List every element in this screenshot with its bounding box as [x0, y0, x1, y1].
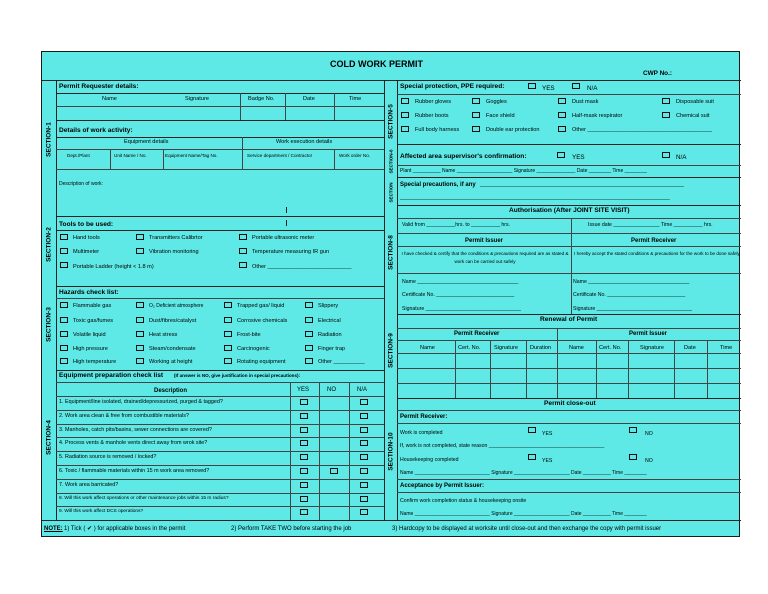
- prep-row-yes-checkbox[interactable]: [300, 509, 308, 515]
- prep-row-na-checkbox[interactable]: [360, 509, 368, 515]
- prep-row-no-checkbox[interactable]: [330, 468, 338, 474]
- col-unit-name: Unit Name / No.: [114, 153, 147, 158]
- col-description: Description: [154, 388, 188, 394]
- col-na: N/A: [357, 387, 368, 393]
- cold-work-permit-form: [41, 51, 740, 537]
- checkbox-ppe-yes[interactable]: [528, 83, 536, 89]
- col-dept-plant: Dept./Plant: [67, 153, 90, 158]
- hazard-slippery: Slippery: [318, 303, 339, 309]
- ppe-disposable-suit: Disposable suit: [676, 99, 714, 105]
- section-2-label: SECTION-2: [45, 227, 53, 262]
- prep-row-divider: [56, 493, 384, 494]
- tool-other: Other ___________________________: [252, 264, 352, 270]
- issue-date-line: Issue date ________________ Time __________ hrs.: [588, 222, 713, 228]
- hazard-toxic-gas: Toxic gas/fumes: [73, 318, 114, 324]
- ppe-ear-protection: Double ear protection: [486, 127, 540, 133]
- col-work-order: Work order No.: [339, 153, 371, 158]
- ppe-yes-label: YES: [542, 85, 555, 92]
- requester-col-name: Name: [102, 96, 117, 102]
- checkbox-rubber-gloves[interactable]: [401, 98, 409, 104]
- supervisor-heading: Affected area supervisor's confirmation:: [400, 153, 527, 160]
- equipment-details-label: Equipment details: [124, 139, 169, 145]
- checkbox-height[interactable]: [136, 358, 144, 364]
- checkbox-ear-protection[interactable]: [472, 126, 480, 132]
- checkbox-hazard-other[interactable]: [305, 358, 313, 364]
- requester-col-date: Date: [303, 96, 315, 102]
- checkbox-housekeeping-no[interactable]: [629, 454, 637, 460]
- description-of-work-label: Description of work:: [59, 181, 103, 187]
- work-completed-no: NO: [645, 431, 653, 437]
- checkbox-volatile[interactable]: [60, 331, 68, 337]
- prep-row-yes-checkbox[interactable]: [300, 427, 308, 433]
- ppe-face-shield: Face shield: [486, 113, 515, 119]
- checkbox-multimeter[interactable]: [60, 248, 68, 254]
- housekeeping-label: Housekeeping completed: [400, 457, 459, 463]
- renewal-issuer-signature: Signature: [640, 345, 664, 351]
- hazard-high-temp: High temperature: [73, 359, 117, 365]
- prep-row-divider: [56, 465, 384, 466]
- section-1-label: SECTION-1: [45, 122, 53, 157]
- ppe-na-label: N/A: [587, 85, 598, 92]
- acceptance-heading: Acceptance by Permit Issuer:: [400, 483, 485, 489]
- equipment-prep-note: (If answer is NO, give justification in special precautions):: [174, 373, 301, 378]
- note-3: 3) Hardcopy to be displayed at worksite until close-out and then exchange the copy with permit issuer: [392, 526, 662, 532]
- prep-row-na-checkbox[interactable]: [360, 496, 368, 502]
- section-9-label: SECTION-9: [387, 333, 395, 368]
- valid-from-line: Valid from __________hrs. to __________ hrs.: [402, 222, 511, 228]
- checkbox-high-temp[interactable]: [60, 358, 68, 364]
- hazard-flammable-gas: Flammable gas: [73, 303, 112, 309]
- prep-row-na-checkbox[interactable]: [360, 468, 368, 474]
- work-completed-label: Work is completed: [400, 430, 443, 436]
- receiver-declaration: I hereby accept the stated conditions & precautions for the work to be done safely: [574, 251, 740, 256]
- checkbox-carcinogenic[interactable]: [224, 345, 232, 351]
- prep-row-yes-checkbox[interactable]: [300, 440, 308, 446]
- receiver-name: Name ___________________________________: [573, 279, 690, 285]
- checkbox-ppe-other[interactable]: [558, 126, 566, 132]
- checkbox-hand-tools[interactable]: [60, 234, 68, 240]
- supervisor-na-label: N/A: [676, 154, 687, 161]
- closeout-heading: Permit close-out: [544, 400, 596, 407]
- prep-row-divider: [56, 479, 384, 480]
- col-equipment-name: Equipment Name/Tag No.: [165, 153, 218, 158]
- renewal-receiver: Permit Receiver: [454, 331, 500, 337]
- tool-hand-tools: Hand tools: [73, 235, 100, 241]
- renewal-receiver-cert: Cert. No.: [458, 345, 481, 351]
- prep-row-label: 2. Work area clean & free from combustible materials?: [59, 412, 189, 419]
- prep-row-na-checkbox[interactable]: [360, 454, 368, 460]
- prep-row-label: 1. Equipment/line isolated, drained/depressurized, purged & tagged?: [59, 399, 223, 405]
- cwp-no-label: CWP No.:: [643, 70, 672, 77]
- prep-row-yes-checkbox[interactable]: [300, 468, 308, 474]
- work-activity-heading: Details of work activity:: [59, 127, 133, 134]
- ppe-other: Other ________________________________________: [572, 127, 712, 133]
- ppe-goggles: Goggles: [486, 99, 507, 105]
- ppe-rubber-boots: Rubber boots: [415, 113, 449, 119]
- checkbox-trapped-gas[interactable]: [224, 302, 232, 308]
- prep-row-divider: [56, 410, 384, 411]
- hazard-carcinogenic: Carcinogenic: [237, 346, 270, 352]
- receiver-cert: Certificate No. ___________________________: [573, 292, 686, 298]
- prep-row-label: 7. Work area barricated?: [59, 481, 119, 488]
- checkbox-frost-bite[interactable]: [224, 331, 232, 337]
- section-5-label: SECTION-5: [387, 104, 395, 139]
- checkbox-ir-gun[interactable]: [239, 248, 247, 254]
- section-7-label: SECTION: [388, 182, 394, 203]
- prep-row-label: 6. Toxic / flammable materials within 15 m work area removed?: [59, 468, 210, 474]
- prep-row-yes-checkbox[interactable]: [300, 454, 308, 460]
- execution-details-label: Work execution details: [276, 139, 333, 145]
- checkbox-o2-deficient[interactable]: [136, 302, 144, 308]
- prep-row-yes-checkbox[interactable]: [300, 482, 308, 488]
- prep-row-na-checkbox[interactable]: [360, 413, 368, 419]
- tools-heading: Tools to be used:: [59, 221, 114, 228]
- hazard-o2-deficient: O₂ Deficient atmosphere: [149, 303, 204, 309]
- hazard-volatile: Volatile liquid: [73, 332, 106, 338]
- ppe-rubber-gloves: Rubber gloves: [415, 99, 452, 105]
- prep-row-divider: [56, 424, 384, 425]
- col-service-department: Service department / Contractor: [247, 153, 313, 158]
- checkbox-finger-trap[interactable]: [305, 345, 313, 351]
- tool-transmitters: Transmitters Calibrtor: [149, 235, 203, 241]
- note-label: NOTE:: [44, 526, 63, 532]
- closeout-receiver-heading: Permit Receiver:: [400, 414, 448, 420]
- hazard-height: Working at height: [149, 359, 193, 365]
- checkbox-housekeeping-yes[interactable]: [528, 454, 536, 460]
- prep-row-divider: [56, 437, 384, 438]
- prep-row-yes-checkbox[interactable]: [300, 413, 308, 419]
- checkbox-toxic-gas[interactable]: [60, 317, 68, 323]
- hazards-heading: Hazards check list:: [59, 289, 119, 296]
- ppe-dust-mask: Dust mask: [572, 99, 599, 105]
- hazard-radiation: Radiation: [318, 332, 342, 338]
- renewal-issuer-name: Name: [569, 345, 584, 351]
- checkbox-ppe-na[interactable]: [572, 83, 580, 89]
- checkbox-dust-mask[interactable]: [558, 98, 566, 104]
- housekeeping-no: NO: [645, 458, 653, 464]
- prep-row-label: 8. Will this work affect operations or other maintenance jobs within 15 m radius?: [59, 495, 229, 501]
- hazard-dust: Dust/fibres/catalyst: [149, 318, 197, 324]
- checkbox-half-mask[interactable]: [558, 112, 566, 118]
- hazard-electrical: Electrical: [318, 318, 341, 324]
- checkbox-supervisor-yes[interactable]: [557, 152, 565, 158]
- col-no: NO: [327, 387, 336, 393]
- checkbox-disposable-suit[interactable]: [662, 98, 670, 104]
- renewal-issuer-date: Date: [684, 345, 696, 351]
- section-6-label: SECTION-6: [388, 149, 394, 174]
- prep-row-na-checkbox[interactable]: [360, 399, 368, 405]
- ppe-heading: Special protection, PPE required:: [400, 83, 505, 90]
- prep-row-yes-checkbox[interactable]: [300, 399, 308, 405]
- checkbox-slippery[interactable]: [305, 302, 313, 308]
- closeout-receiver-line: Name ___________________________ Signature ____________________ Date __________ Time ________: [400, 470, 647, 476]
- requester-col-time: Time: [349, 96, 362, 102]
- renewal-receiver-name: Name: [420, 345, 435, 351]
- checkbox-radiation[interactable]: [305, 331, 313, 337]
- tool-vibration: Vibration monitoring: [149, 249, 199, 255]
- checkbox-electrical[interactable]: [305, 317, 313, 323]
- ppe-half-mask: Half-mask respirator: [572, 113, 623, 119]
- checkbox-work-completed-yes[interactable]: [528, 427, 536, 433]
- receiver-signature: Signature _________________________________: [573, 306, 692, 312]
- prep-row-label: 9. Will this work affect DCS operations?: [59, 509, 144, 515]
- checkbox-high-pressure[interactable]: [60, 345, 68, 351]
- ppe-chemical-suit: Chemical suit: [676, 113, 710, 119]
- checkbox-dust[interactable]: [136, 317, 144, 323]
- hazard-frost-bite: Frost-bite: [237, 332, 261, 338]
- special-precautions-heading: Special precautions, if any: [400, 182, 476, 188]
- prep-row-na-checkbox[interactable]: [360, 482, 368, 488]
- renewal-issuer-cert: Cert. No.: [599, 345, 622, 351]
- ppe-harness: Full body harness: [415, 127, 460, 133]
- receiver-title: Permit Receiver: [631, 238, 677, 244]
- section-10-label: SECTION-10: [387, 432, 395, 471]
- tool-ir-gun: Temperature measuring IR gun: [252, 249, 330, 255]
- prep-row-divider: [56, 451, 384, 452]
- checkbox-corrosive[interactable]: [224, 317, 232, 323]
- right-section-divider: [397, 80, 398, 520]
- special-precautions-line2: __________________________________________________________________________________________: [400, 195, 670, 201]
- checkbox-tool-other[interactable]: [239, 262, 247, 268]
- prep-row-label: 4. Process vents & manhole vents direct away from wrok site?: [59, 440, 208, 447]
- prep-row-yes-checkbox[interactable]: [300, 496, 308, 502]
- issuer-cert: Certificate No. ___________________________: [402, 292, 515, 298]
- prep-row-na-checkbox[interactable]: [360, 427, 368, 433]
- prep-row-na-checkbox[interactable]: [360, 440, 368, 446]
- checkbox-vibration[interactable]: [136, 248, 144, 254]
- issuer-title: Permit Issuer: [465, 238, 504, 244]
- renewal-receiver-signature: Signature: [494, 345, 518, 351]
- hazard-corrosive: Corrosive chemicals: [237, 318, 288, 324]
- issuer-signature: Signature _________________________________: [402, 306, 521, 312]
- hazard-heat-stress: Heat stress: [149, 332, 178, 338]
- issuer-name: Name ___________________________________: [402, 279, 519, 285]
- work-completed-yes: YES: [542, 431, 553, 437]
- special-precautions-line1: ____________________________________________________________________: [480, 182, 684, 188]
- left-section-divider: [56, 80, 57, 520]
- checkbox-supervisor-na[interactable]: [662, 152, 670, 158]
- section-8-label: SECTION-8: [387, 235, 395, 270]
- checkbox-steam[interactable]: [136, 345, 144, 351]
- hazard-other: Other __________: [318, 359, 365, 365]
- issuer-declaration: I have checked & certify that the conditions & precautions required are as stated & work can be carried out safely: [401, 251, 569, 264]
- authorisation-heading: Authorisation (After JOINT SITE VISIT): [509, 207, 630, 214]
- tool-ladder: Portable Ladder (height < 1.8 m): [73, 264, 154, 270]
- not-completed-reason: If, work is not completed, state reason ________________________________________: [400, 443, 605, 449]
- renewal-issuer: Permit Issuer: [629, 331, 668, 337]
- checkbox-ultrasonic[interactable]: [239, 234, 247, 240]
- tool-multimeter: Multimeter: [73, 249, 100, 255]
- hazard-high-pressure: High pressure: [73, 346, 108, 352]
- requester-heading: Permit Requester details:: [59, 83, 139, 90]
- closeout-issuer-line: Name ___________________________ Signature ____________________ Date __________ Time ________: [400, 511, 647, 517]
- renewal-receiver-duration: Duration: [530, 345, 552, 351]
- middle-divider: [384, 80, 385, 520]
- hazard-rotating: Rotating equipment: [237, 359, 286, 365]
- requester-col-signature: Signature: [185, 96, 209, 102]
- prep-row-label: 3. Manholes, catch pits/basins, sewer connections are covered?: [59, 426, 212, 433]
- supervisor-line: Plant __________ Name ____________________ Signature ______________ Date ________ Time ________: [400, 168, 647, 174]
- checkbox-harness[interactable]: [401, 126, 409, 132]
- section-3-label: SECTION-3: [45, 307, 53, 342]
- renewal-issuer-time: Time: [720, 345, 733, 351]
- renewal-heading: Renewal of Permit: [540, 316, 598, 323]
- hazard-steam: Steam/condensate: [149, 346, 196, 352]
- hazard-finger-trap: Finger trap: [318, 346, 346, 352]
- checkbox-transmitters[interactable]: [136, 234, 144, 240]
- checkbox-flammable-gas[interactable]: [60, 302, 68, 308]
- checkbox-work-completed-no[interactable]: [629, 427, 637, 433]
- checkbox-ladder[interactable]: [60, 262, 68, 268]
- col-yes: YES: [297, 387, 310, 393]
- equipment-prep-heading: Equipment preparation check list: [59, 372, 164, 379]
- checkbox-face-shield[interactable]: [472, 112, 480, 118]
- title-divider: [42, 80, 741, 81]
- checkbox-heat-stress[interactable]: [136, 331, 144, 337]
- prep-row-label: 5. Radiation source is removed / locked?: [59, 454, 157, 461]
- checkbox-rotating[interactable]: [224, 358, 232, 364]
- checkbox-rubber-boots[interactable]: [401, 112, 409, 118]
- prep-row-divider: [56, 506, 384, 507]
- housekeeping-yes: YES: [542, 458, 553, 464]
- note-2: 2) Perform TAKE TWO before starting the job: [231, 526, 352, 532]
- form-title: COLD WORK PERMIT: [330, 59, 423, 69]
- checkbox-goggles[interactable]: [472, 98, 480, 104]
- tool-ultrasonic: Portable ultrasonic meter: [252, 235, 315, 241]
- requester-col-badge: Badge No.: [248, 96, 275, 102]
- note-1: 1) Tick ( ✔ ) for applicable boxes in the permit: [64, 526, 186, 532]
- supervisor-yes-label: YES: [572, 154, 585, 161]
- section-4-label: SECTION-4: [45, 420, 53, 455]
- confirm-completion: Confirm work completion status & housekeeping onsite: [400, 498, 527, 504]
- checkbox-chemical-suit[interactable]: [662, 112, 670, 118]
- hazard-trapped-gas: Trapped gas/ liquid: [237, 303, 285, 309]
